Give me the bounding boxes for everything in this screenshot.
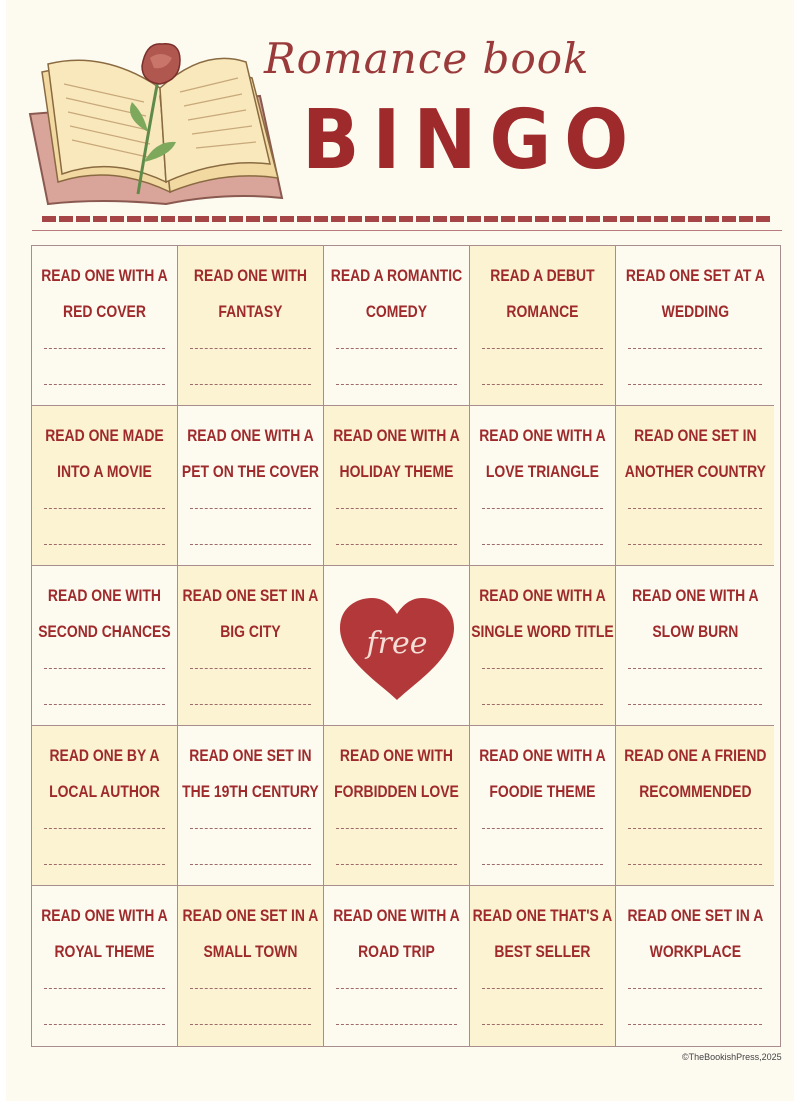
write-line [482, 1024, 603, 1025]
write-line [44, 508, 165, 509]
write-line [482, 828, 603, 829]
write-line [628, 668, 762, 669]
bingo-cell-label: READ ONE WITH FANTASY [193, 266, 308, 321]
bingo-cell[interactable] [178, 246, 324, 406]
write-line [336, 544, 457, 545]
copyright-notice: ©TheBookishPress,2025 [682, 1052, 782, 1062]
bingo-cell-label: READ ONE WITH FORBIDDEN LOVE [334, 746, 459, 801]
write-line [190, 1024, 311, 1025]
page-title-bingo: BINGO [302, 93, 642, 188]
bingo-cell-label: READ ONE WITH A SLOW BURN [631, 586, 759, 641]
bingo-cell-label: READ ONE MADE INTO A MOVIE [45, 426, 164, 481]
write-line [628, 384, 762, 385]
bingo-cell[interactable] [616, 886, 774, 1046]
write-line [190, 348, 311, 349]
header-rule [32, 230, 782, 231]
write-line [44, 864, 165, 865]
write-line [44, 348, 165, 349]
write-line [628, 1024, 762, 1025]
write-line [44, 988, 165, 989]
bingo-cell[interactable] [324, 406, 470, 566]
write-line [628, 988, 762, 989]
bingo-cell[interactable] [324, 886, 470, 1046]
decorative-divider [42, 214, 770, 224]
write-line [482, 988, 603, 989]
bingo-sheet [6, 0, 794, 1101]
write-line [44, 704, 165, 705]
write-line [482, 544, 603, 545]
write-line [628, 508, 762, 509]
bingo-cell-label: READ ONE WITH SECOND CHANCES [38, 586, 171, 641]
write-line [190, 864, 311, 865]
bingo-cell-free[interactable] [324, 566, 470, 726]
write-line [336, 348, 457, 349]
bingo-cell[interactable] [470, 246, 616, 406]
write-line [190, 704, 311, 705]
write-line [336, 864, 457, 865]
write-line [336, 828, 457, 829]
write-line [44, 1024, 165, 1025]
write-line [482, 348, 603, 349]
write-line [336, 384, 457, 385]
bingo-cell-label: READ ONE WITH A PET ON THE COVER [181, 426, 320, 481]
write-line [628, 544, 762, 545]
write-line [482, 668, 603, 669]
write-line [482, 704, 603, 705]
write-line [44, 828, 165, 829]
write-line [628, 864, 762, 865]
bingo-cell[interactable] [616, 566, 774, 726]
bingo-cell[interactable] [178, 406, 324, 566]
bingo-cell[interactable] [178, 566, 324, 726]
free-space-label: free [366, 626, 428, 661]
bingo-cell[interactable] [616, 726, 774, 886]
write-line [190, 828, 311, 829]
bingo-cell[interactable] [616, 406, 774, 566]
bingo-cell-label: READ ONE WITH A LOVE TRIANGLE [479, 426, 606, 481]
bingo-grid [31, 245, 781, 1047]
write-line [44, 384, 165, 385]
bingo-cell[interactable] [32, 406, 178, 566]
write-line [336, 988, 457, 989]
bingo-cell[interactable] [470, 726, 616, 886]
bingo-cell-label: READ ONE SET IN THE 19TH CENTURY [182, 746, 319, 801]
write-line [44, 544, 165, 545]
bingo-cell[interactable] [32, 726, 178, 886]
bingo-cell-label: READ A ROMANTIC COMEDY [330, 266, 463, 321]
write-line [190, 508, 311, 509]
write-line [190, 988, 311, 989]
write-line [628, 704, 762, 705]
bingo-cell-label: READ ONE WITH A HOLIDAY THEME [333, 426, 460, 481]
write-line [44, 668, 165, 669]
bingo-cell-label: READ ONE WITH A RED COVER [41, 266, 168, 321]
bingo-cell[interactable] [324, 246, 470, 406]
bingo-cell[interactable] [32, 886, 178, 1046]
bingo-cell-label: READ ONE THAT'S A BEST SELLER [472, 906, 613, 961]
bingo-cell-label: READ ONE BY A LOCAL AUTHOR [49, 746, 160, 801]
bingo-cell-label: READ ONE SET AT A WEDDING [625, 266, 765, 321]
bingo-cell[interactable] [470, 406, 616, 566]
open-book-rose-illustration [20, 22, 290, 212]
bingo-cell[interactable] [32, 246, 178, 406]
write-line [482, 384, 603, 385]
bingo-cell-label: READ ONE SET IN A WORKPLACE [627, 906, 763, 961]
bingo-cell-label: READ ONE SET IN A BIG CITY [182, 586, 319, 641]
write-line [482, 508, 603, 509]
bingo-cell-label: READ ONE WITH A ROAD TRIP [333, 906, 460, 961]
bingo-cell-label: READ ONE SET IN ANOTHER COUNTRY [624, 426, 766, 481]
bingo-cell[interactable] [470, 566, 616, 726]
bingo-cell[interactable] [324, 726, 470, 886]
bingo-cell-label: READ ONE WITH A SINGLE WORD TITLE [471, 586, 614, 641]
write-line [190, 384, 311, 385]
bingo-cell-label: READ ONE WITH A ROYAL THEME [41, 906, 168, 961]
bingo-cell-label: READ ONE WITH A FOODIE THEME [479, 746, 606, 801]
subtitle-romance-book: Romance book [264, 34, 590, 83]
write-line [482, 864, 603, 865]
write-line [190, 668, 311, 669]
bingo-cell[interactable] [178, 886, 324, 1046]
write-line [336, 1024, 457, 1025]
write-line [628, 348, 762, 349]
write-line [336, 508, 457, 509]
bingo-cell[interactable] [178, 726, 324, 886]
write-line [628, 828, 762, 829]
bingo-cell[interactable] [470, 886, 616, 1046]
bingo-cell-label: READ ONE A FRIEND RECOMMENDED [623, 746, 767, 801]
bingo-cell-label: READ ONE SET IN A SMALL TOWN [182, 906, 319, 961]
bingo-cell[interactable] [616, 246, 774, 406]
bingo-cell-label: READ A DEBUT ROMANCE [490, 266, 595, 321]
write-line [190, 544, 311, 545]
bingo-cell[interactable] [32, 566, 178, 726]
